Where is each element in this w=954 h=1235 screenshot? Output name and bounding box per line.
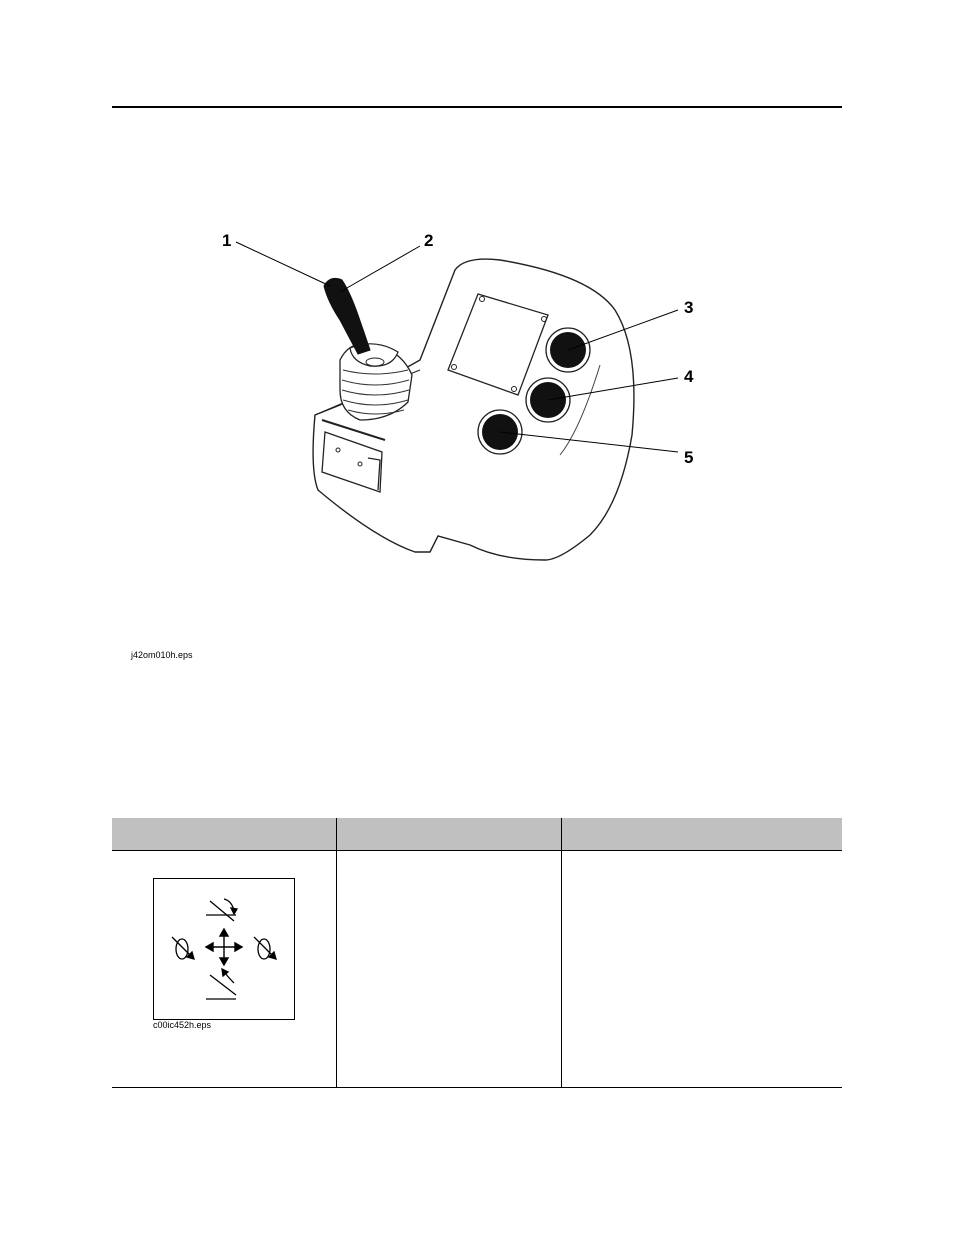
rotate-icon bbox=[172, 937, 194, 959]
tilt-icon bbox=[206, 899, 237, 921]
column-divider bbox=[561, 818, 562, 1088]
callout-1: 1 bbox=[222, 231, 232, 250]
tilt-icon bbox=[206, 969, 236, 999]
table-header bbox=[112, 818, 842, 850]
callout-3: 3 bbox=[684, 298, 694, 317]
rotate-icon bbox=[254, 937, 276, 959]
column-divider bbox=[336, 818, 337, 1088]
figure-caption: j42om010h.eps bbox=[131, 650, 193, 660]
table-bottom-rule bbox=[112, 1087, 842, 1088]
callout-5: 5 bbox=[684, 448, 694, 467]
move-arrows-icon bbox=[154, 879, 294, 1019]
header-divider bbox=[112, 850, 842, 851]
console-illustration bbox=[200, 220, 740, 570]
callout-4: 4 bbox=[684, 367, 694, 386]
header-rule bbox=[112, 106, 842, 108]
symbol-caption: c00ic452h.eps bbox=[153, 1020, 212, 1030]
control-console-figure bbox=[200, 220, 740, 570]
joystick-symbol bbox=[153, 878, 295, 1020]
controls-table bbox=[112, 818, 842, 1088]
table-header-cell bbox=[112, 818, 118, 850]
callout-2: 2 bbox=[424, 231, 434, 250]
